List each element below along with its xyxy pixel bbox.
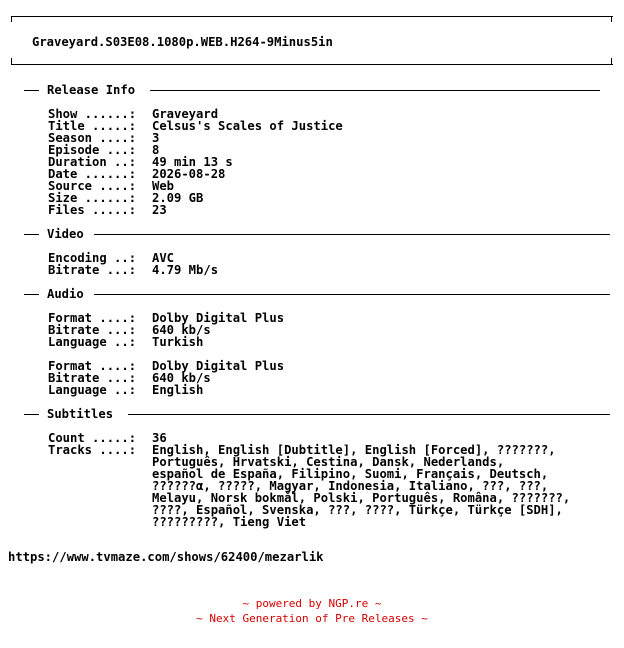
section-title: Subtitles [47, 408, 119, 420]
frame-left-border-bottom [11, 58, 12, 64]
audio2-value-format: Dolby Digital Plus [152, 359, 285, 373]
section-header-audio [24, 288, 610, 300]
audio1-row-bitrate: Bitrate ...: [48, 323, 137, 337]
subtitles-tracks-line: ??????α, ?????, Magyar, Indonesia, Italiano, ???, ???, [152, 479, 549, 493]
subtitles-tracks-line: ????, Español, Svenska, ???, ????, Türkçe, Türkçe [SDH], [152, 503, 563, 517]
info-row-season: Season ....: [48, 131, 137, 145]
info-value-duration: 49 min 13 s [152, 155, 233, 169]
subtitles-value-count: 36 [152, 431, 167, 445]
frame-top-border [11, 16, 613, 17]
subtitles-row-count: Count .....: [48, 431, 137, 445]
subtitles-tracks-line: ?????????, Tieng Viet [152, 515, 307, 529]
audio2-row-language: Language ..: [48, 383, 137, 397]
footer-powered-by: ~ powered by NGP.re ~ [242, 597, 382, 610]
info-value-season: 3 [152, 131, 160, 145]
section-dash [24, 294, 39, 295]
subtitles-tracks-line: Português, Hrvatski, Cestina, Dansk, Nederlands, [152, 455, 505, 469]
section-header-subtitles [24, 408, 610, 420]
info-value-title: Celsus's Scales of Justice [152, 119, 343, 133]
info-row-files: Files .....: [48, 203, 137, 217]
section-title: Release Info [47, 84, 141, 96]
release-name: Graveyard.S03E08.1080p.WEB.H264-9Minus5in [32, 35, 333, 49]
section-dash [24, 234, 39, 235]
section-dash [24, 414, 39, 415]
audio1-value-bitrate: 640 kb/s [152, 323, 211, 337]
audio1-row-language: Language ..: [48, 335, 137, 349]
info-value-size: 2.09 GB [152, 191, 204, 205]
info-value-episode: 8 [152, 143, 160, 157]
video-row-encoding: Encoding ..: [48, 251, 137, 265]
info-value-files: 23 [152, 203, 167, 217]
video-value-encoding: AVC [152, 251, 175, 265]
info-row-size: Size ......: [48, 191, 137, 205]
audio1-value-format: Dolby Digital Plus [152, 311, 285, 325]
subtitles-tracks-line: English, English [Dubtitle], English [Forced], ???????, [152, 443, 556, 457]
section-dash [24, 90, 39, 91]
audio2-row-format: Format ....: [48, 359, 137, 373]
info-value-source: Web [152, 179, 175, 193]
info-value-date: 2026-08-28 [152, 167, 226, 181]
subtitles-tracks-line: español de España, Filipino, Suomi, Français, Deutsch, [152, 467, 549, 481]
section-title: Video [47, 228, 90, 240]
info-row-date: Date ......: [48, 167, 137, 181]
info-row-show: Show ......: [48, 107, 137, 121]
frame-bottom-border [11, 64, 613, 65]
audio1-row-format: Format ....: [48, 311, 137, 325]
tvmaze-link[interactable]: https://www.tvmaze.com/shows/62400/mezarlik [8, 550, 324, 564]
info-row-title: Title .....: [48, 119, 137, 133]
frame-right-border [611, 16, 612, 22]
video-row-bitrate: Bitrate ...: [48, 263, 137, 277]
audio2-row-bitrate: Bitrate ...: [48, 371, 137, 385]
section-header-release-info [24, 84, 600, 96]
info-row-duration: Duration ..: [48, 155, 137, 169]
info-row-source: Source ....: [48, 179, 137, 193]
subtitles-row-tracks: Tracks ....: [48, 443, 137, 457]
info-row-episode: Episode ...: [48, 143, 137, 157]
section-rule [94, 234, 610, 235]
info-value-show: Graveyard [152, 107, 219, 121]
audio2-value-bitrate: 640 kb/s [152, 371, 211, 385]
subtitles-tracks-line: Melayu, Norsk bokmål, Polski, Português, Româna, ???????, [152, 491, 571, 505]
section-rule [150, 90, 600, 91]
frame-left-border [11, 16, 12, 22]
section-rule [94, 294, 610, 295]
audio2-value-language: English [152, 383, 204, 397]
footer-tagline: ~ Next Generation of Pre Releases ~ [196, 612, 428, 625]
section-header-video [24, 228, 610, 240]
section-title: Audio [47, 288, 90, 300]
frame-right-border-bottom [611, 58, 612, 64]
video-value-bitrate: 4.79 Mb/s [152, 263, 219, 277]
section-rule [128, 414, 610, 415]
audio1-value-language: Turkish [152, 335, 204, 349]
